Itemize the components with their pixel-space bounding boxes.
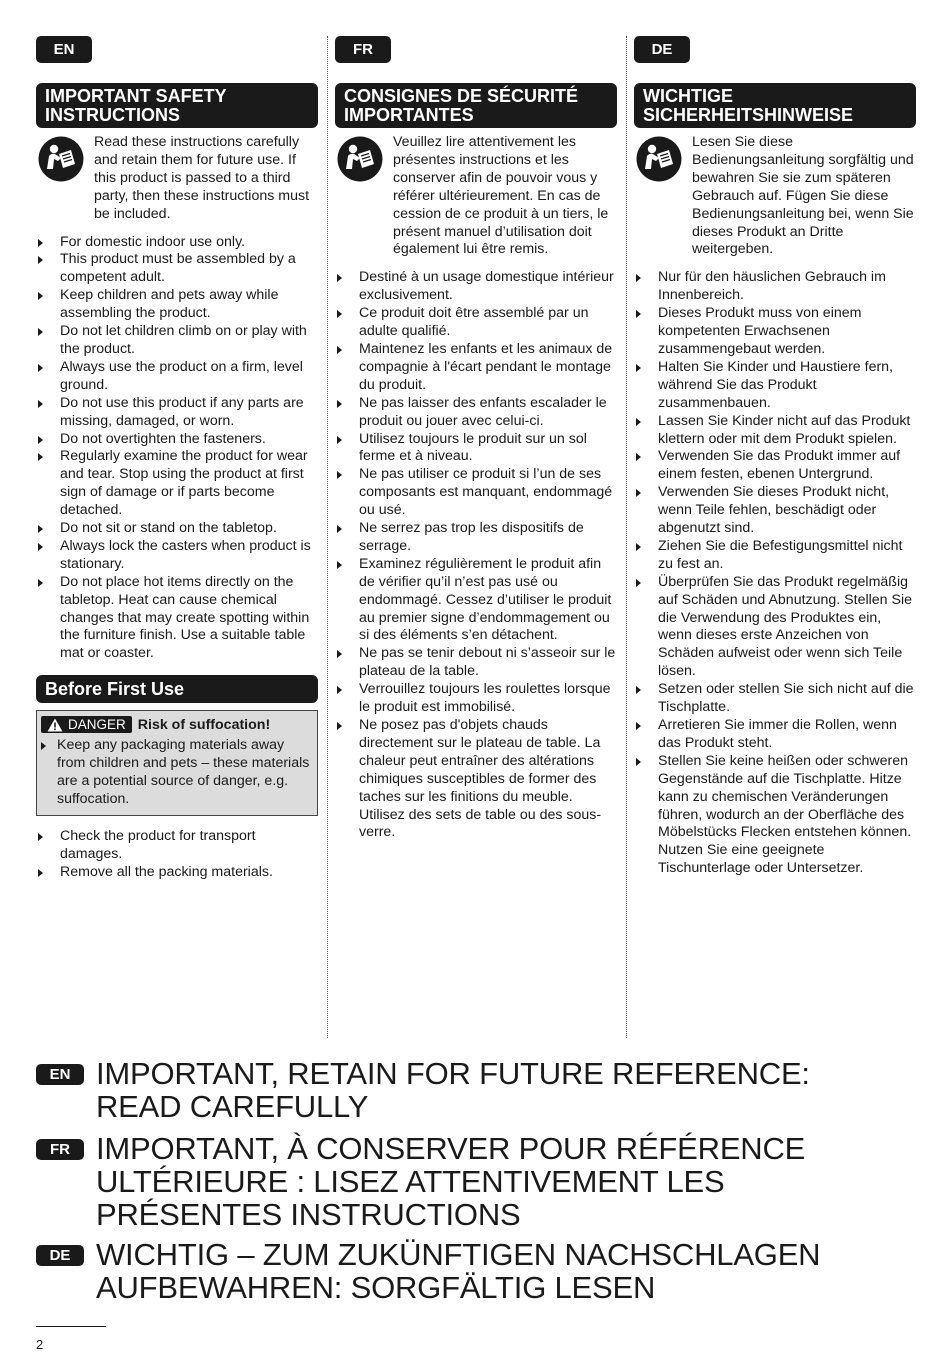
list-item: Maintenez les enfants et les animaux de compagnie à l'écart pendant le montage du produit. — [335, 341, 617, 395]
list-item: Remove all the packing materials. — [36, 864, 318, 882]
list-item: Examinez régulièrement le produit afin de vérifier qu’il n’est pas usé ou endommagé. Cessez d’utiliser le produit au premier signe d’endommagement ou si des éléments s’en détachent. — [335, 556, 617, 646]
list-item: Do not place hot items directly on the tabletop. Heat can cause chemical changes that may create spotting within the furniture finish. Use a suitable table mat or coaster. — [36, 574, 318, 664]
lang-badge-de: DE — [634, 36, 690, 63]
danger-badge: DANGER — [41, 716, 132, 733]
list-item: Verrouillez toujours les roulettes lorsque le produit est immobilisé. — [335, 681, 617, 717]
page-number: 2 — [36, 1337, 44, 1352]
safety-list-de — [634, 269, 916, 878]
list-item: Destiné à un usage domestique intérieur exclusivement. — [335, 269, 617, 305]
list-item: Ne serrez pas trop les dispositifs de serrage. — [335, 520, 617, 556]
column-fr — [335, 36, 617, 842]
safety-header-de: WICHTIGE SICHERHEITSHINWEISE — [634, 83, 916, 128]
list-item: Verwenden Sie das Produkt immer auf einem festen, ebenen Untergrund. — [634, 448, 916, 484]
safety-list-en — [36, 234, 318, 664]
list-item: Überprüfen Sie das Produkt regelmäßig auf Schäden und Abnutzung. Stellen Sie die Verwendung des Produktes ein, wenn dieses erste Anzeichen von Schäden aufweist oder wenn sich Teile lösen. — [634, 574, 916, 681]
retain-notice-de: DE WICHTIG – ZUM ZUKÜNFTIGEN NACHSCHLAGEN AUFBEWAHREN: SORGFÄLTIG LESEN — [36, 1238, 896, 1304]
list-item: For domestic indoor use only. — [36, 234, 318, 252]
list-item: Setzen oder stellen Sie sich nicht auf die Tischplatte. — [634, 681, 916, 717]
column-divider-2 — [626, 36, 627, 1038]
read-manual-icon — [337, 136, 383, 182]
danger-box — [36, 710, 318, 816]
list-item: Do not sit or stand on the tabletop. — [36, 520, 318, 538]
read-manual-icon — [636, 136, 682, 182]
danger-title: Risk of suffocation! — [137, 716, 271, 733]
safety-header-en: IMPORTANT SAFETY INSTRUCTIONS — [36, 83, 318, 128]
list-item: Ce produit doit être assemblé par un adulte qualifié. — [335, 305, 617, 341]
list-item: Halten Sie Kinder und Haustiere fern, während Sie das Produkt zusammenbauen. — [634, 359, 916, 413]
column-divider-1 — [327, 36, 328, 1038]
list-item: Ne posez pas d'objets chauds directement sur le plateau de table. La chaleur peut entraîner des altérations chimiques susceptibles de former des taches sur les finitions du meuble. Utilisez des sets de table ou des sous-verre. — [335, 717, 617, 842]
list-item: Dieses Produkt muss von einem kompetenten Erwachsenen zusammengebaut werden. — [634, 305, 916, 359]
list-item: Ne pas se tenir debout ni s’asseoir sur le plateau de la table. — [335, 645, 617, 681]
list-item: Check the product for transport damages. — [36, 828, 318, 864]
lang-badge-fr: FR — [335, 36, 391, 63]
list-item: Verwenden Sie dieses Produkt nicht, wenn Teile fehlen, beschädigt oder abgenutzt sind. — [634, 484, 916, 538]
list-item: Always use the product on a firm, level ground. — [36, 359, 318, 395]
column-de — [634, 36, 916, 878]
lang-badge-footer-en: EN — [36, 1064, 84, 1085]
safety-header-fr: CONSIGNES DE SÉCURITÉ IMPORTANTES — [335, 83, 617, 128]
lang-badge-en: EN — [36, 36, 92, 63]
first-use-list — [36, 828, 318, 882]
danger-text: Keep any packaging materials away from children and pets – these materials are a potential source of danger, e.g. suffocation. — [41, 737, 311, 809]
intro-en: Read these instructions carefully and retain them for future use. If this product is passed to a third party, then these instructions must be included. — [36, 134, 318, 224]
warning-triangle-icon — [47, 718, 63, 732]
read-manual-icon — [38, 136, 84, 182]
retain-notice-en: EN IMPORTANT, RETAIN FOR FUTURE REFERENCE: READ CAREFULLY — [36, 1057, 896, 1123]
list-item: Do not overtighten the fasteners. — [36, 431, 318, 449]
list-item: Do not use this product if any parts are missing, damaged, or worn. — [36, 395, 318, 431]
list-item: Ne pas utiliser ce produit si l’un de ses composants est manquant, endommagé ou usé. — [335, 466, 617, 520]
list-item: Nur für den häuslichen Gebrauch im Innenbereich. — [634, 269, 916, 305]
lang-badge-footer-fr: FR — [36, 1139, 84, 1160]
intro-de: Lesen Sie diese Bedienungsanleitung sorgfältig und bewahren Sie sie zum späteren Gebrauch auf. Fügen Sie diese Bedienungsanleitung bei, wenn Sie dieses Produkt an Dritte weitergeben. — [634, 134, 916, 259]
list-item: Do not let children climb on or play with the product. — [36, 323, 318, 359]
list-item: Always lock the casters when product is stationary. — [36, 538, 318, 574]
intro-fr: Veuillez lire attentivement les présentes instructions et les conserver afin de pouvoir vous y référer ultérieurement. En cas de cession de ce produit à un tiers, le présent manuel d’utilisation doit également lui être remis. — [335, 134, 617, 259]
list-item: This product must be assembled by a competent adult. — [36, 251, 318, 287]
retain-notice-fr: FR IMPORTANT, À CONSERVER POUR RÉFÉRENCE ULTÉRIEURE : LISEZ ATTENTIVEMENT LES PRÉSENTES INSTRUCTIONS — [36, 1132, 896, 1231]
column-en — [36, 36, 318, 882]
list-item: Utilisez toujours le produit sur un sol ferme et à niveau. — [335, 431, 617, 467]
page-number-rule — [36, 1326, 106, 1327]
list-item: Ne pas laisser des enfants escalader le produit ou jouer avec celui-ci. — [335, 395, 617, 431]
list-item: Arretieren Sie immer die Rollen, wenn das Produkt steht. — [634, 717, 916, 753]
list-item: Lassen Sie Kinder nicht auf das Produkt klettern oder mit dem Produkt spielen. — [634, 413, 916, 449]
safety-list-fr — [335, 269, 617, 842]
list-item: Keep children and pets away while assembling the product. — [36, 287, 318, 323]
list-item: Regularly examine the product for wear and tear. Stop using the product at first sign of damage or if parts become detached. — [36, 448, 318, 520]
before-first-use-header: Before First Use — [36, 675, 318, 703]
lang-badge-footer-de: DE — [36, 1245, 84, 1266]
list-item: Stellen Sie keine heißen oder schweren Gegenstände auf die Tischplatte. Hitze kann zu chemischen Veränderungen führen, wodurch an der Oberfläche des Möbelstücks Flecken entstehen können. Nutzen Sie eine geeignete Tischunterlage oder Untersetzer. — [634, 753, 916, 878]
list-item: Ziehen Sie die Befestigungsmittel nicht zu fest an. — [634, 538, 916, 574]
